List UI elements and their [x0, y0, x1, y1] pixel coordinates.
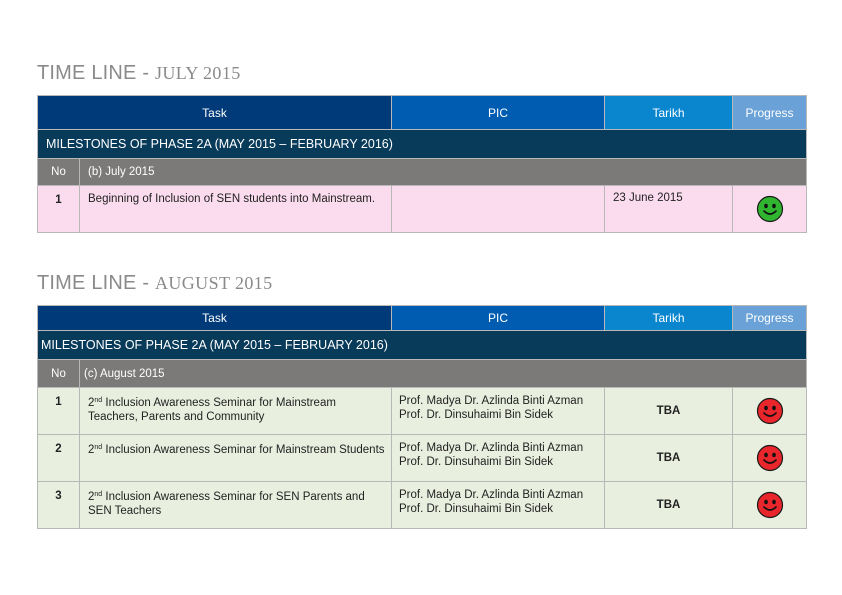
- sub-header-period: (c) August 2015: [80, 360, 807, 388]
- row-progress: [733, 435, 807, 482]
- header-progress: Progress: [733, 96, 807, 130]
- row-number: 3: [38, 482, 80, 529]
- row-progress: [733, 388, 807, 435]
- row-tarikh: TBA: [605, 388, 733, 435]
- pic-person: Prof. Madya Dr. Azlinda Binti Azman: [399, 442, 584, 454]
- section-title-august: [37, 272, 273, 295]
- row-task: 2nd Inclusion Awareness Seminar for Mainstream Teachers, Parents and Community: [80, 388, 392, 435]
- sub-header-no: No: [38, 360, 80, 388]
- red-smiley-icon: [756, 397, 784, 425]
- row-pic: [392, 482, 605, 529]
- row-tarikh: TBA: [605, 435, 733, 482]
- red-smiley-icon: [756, 444, 784, 472]
- pic-person: Prof. Madya Dr. Azlinda Binti Azman: [399, 395, 584, 407]
- timeline-table-july: [37, 95, 807, 233]
- milestone-banner: MILESTONES OF PHASE 2A (MAY 2015 – FEBRUARY 2016): [38, 130, 807, 159]
- green-smiley-icon: [756, 195, 784, 223]
- row-number: 1: [38, 186, 80, 233]
- table-row: [38, 482, 807, 529]
- row-number: 1: [38, 388, 80, 435]
- header-task: Task: [38, 306, 392, 331]
- red-smiley-icon: [756, 491, 784, 519]
- sub-header-no: No: [38, 159, 80, 186]
- milestone-banner: MILESTONES OF PHASE 2A (MAY 2015 – FEBRUARY 2016): [38, 331, 807, 360]
- section-title-month: JULY 2015: [154, 63, 241, 83]
- table-row: [38, 388, 807, 435]
- row-pic: [392, 435, 605, 482]
- pic-person: Prof. Dr. Dinsuhaimi Bin Sidek: [399, 503, 554, 515]
- pic-person: Prof. Madya Dr. Azlinda Binti Azman: [399, 489, 584, 501]
- row-pic: [392, 186, 605, 233]
- row-tarikh: 23 June 2015: [605, 186, 733, 233]
- row-task: 2nd Inclusion Awareness Seminar for Mainstream Students: [80, 435, 392, 482]
- row-progress: [733, 482, 807, 529]
- row-progress: [733, 186, 807, 233]
- row-task: Beginning of Inclusion of SEN students into Mainstream.: [80, 186, 392, 233]
- header-tarikh: Tarikh: [605, 306, 733, 331]
- header-pic: PIC: [392, 306, 605, 331]
- header-task: Task: [38, 96, 392, 130]
- section-title-july: [37, 62, 241, 85]
- section-title-prefix: TIME LINE -: [37, 272, 150, 294]
- sub-header-period: (b) July 2015: [80, 159, 807, 186]
- table-row: [38, 186, 807, 233]
- header-progress: Progress: [733, 306, 807, 331]
- row-number: 2: [38, 435, 80, 482]
- header-pic: PIC: [392, 96, 605, 130]
- timeline-table-august: [37, 305, 807, 529]
- section-title-prefix: TIME LINE -: [37, 62, 150, 84]
- section-title-month: AUGUST 2015: [154, 273, 273, 293]
- row-pic: [392, 388, 605, 435]
- row-tarikh: TBA: [605, 482, 733, 529]
- table-row: [38, 435, 807, 482]
- row-task: 2nd Inclusion Awareness Seminar for SEN Parents and SEN Teachers: [80, 482, 392, 529]
- pic-person: Prof. Dr. Dinsuhaimi Bin Sidek: [399, 409, 554, 421]
- header-tarikh: Tarikh: [605, 96, 733, 130]
- pic-person: Prof. Dr. Dinsuhaimi Bin Sidek: [399, 456, 554, 468]
